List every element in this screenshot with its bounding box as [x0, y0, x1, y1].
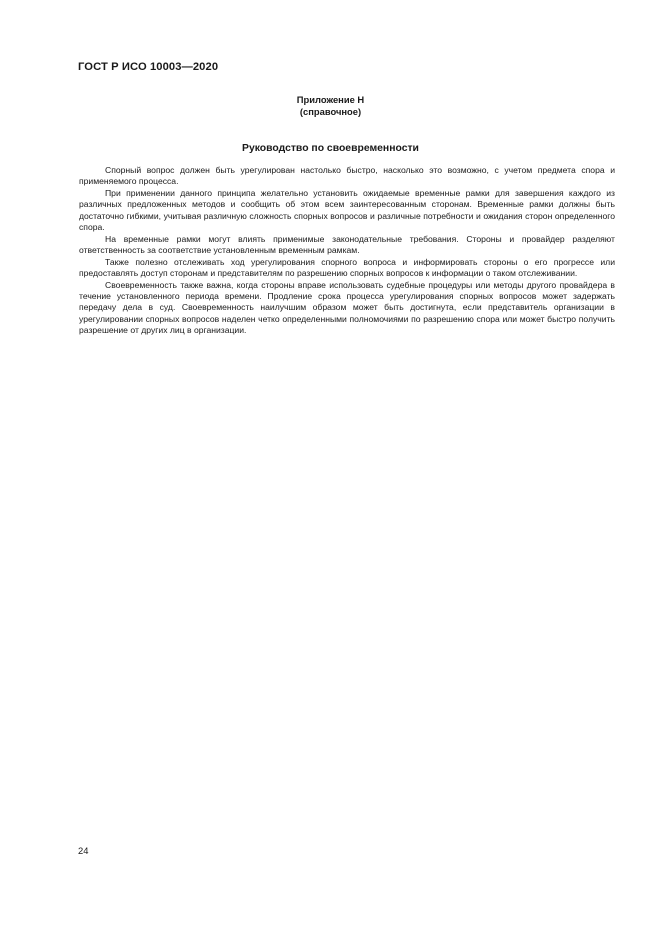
paragraph: При применении данного принципа желательно установить ожидаемые временные рамки для завершения каждого из различных предложенных методов и сообщить об этом всем заинтересованным сторонам. Временные рамки должны быть достаточно гибкими, учитывая различную сложность спорных вопросов и различные потребности и ожидания сторон определенного спора.: [79, 187, 615, 233]
document-code-header: ГОСТ Р ИСО 10003—2020: [78, 61, 219, 73]
annex-body: [79, 165, 615, 337]
annex-title: Руководство по своевременности: [242, 143, 419, 154]
paragraph: Также полезно отслеживать ход урегулирования спорного вопроса и информировать стороны о его прогрессе или предоставлять доступ сторонам и представителям по разрешению спорных вопросов к информации о таком отслеживании.: [79, 256, 615, 279]
page-number: 24: [78, 845, 89, 856]
paragraph: Своевременность также важна, когда стороны вправе использовать судебные процедуры или методы другого провайдера в течение установленного периода времени. Продление срока процесса урегулирования спорных вопросов может задержать передачу дела в суд. Своевременность наилучшим образом может быть достигнута, если представитель организации в урегулировании спорных вопросов наделен четко определенными полномочиями по разрешению спора или может быстро получить разрешение от других лиц в организации.: [79, 279, 615, 336]
annex-label: Приложение Н: [296, 94, 365, 105]
annex-type: (справочное): [299, 106, 362, 117]
paragraph: Спорный вопрос должен быть урегулирован настолько быстро, насколько это возможно, с учетом предмета спора и применяемого процесса.: [79, 165, 615, 187]
annex-heading: [0, 94, 661, 118]
paragraph: На временные рамки могут влиять применимые законодательные требования. Стороны и провайдер разделяют ответственность за соответствие установленным временным рамкам.: [79, 233, 615, 256]
